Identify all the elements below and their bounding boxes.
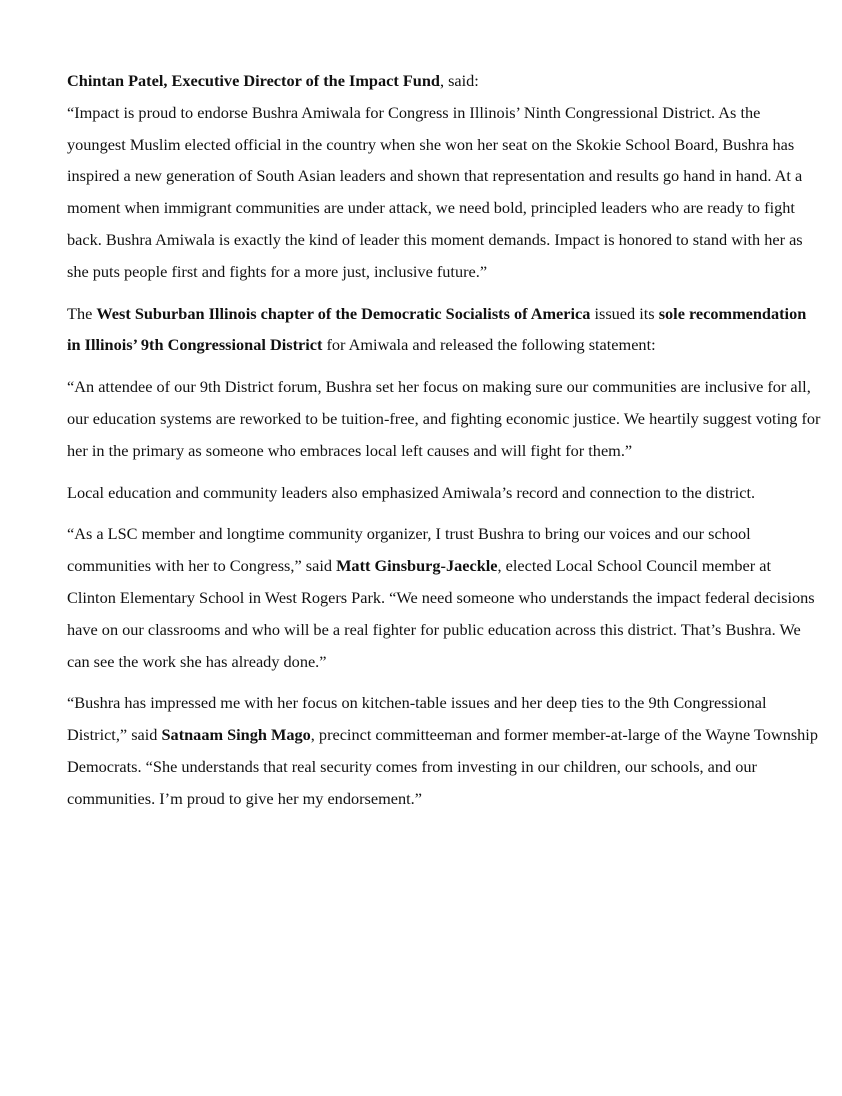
speaker-name-mago: Satnaam Singh Mago bbox=[161, 725, 311, 745]
patel-quote: “Impact is proud to endorse Bushra Amiwala for Congress in Illinois’ Ninth Congressional District. As the youngest Muslim elected official in the country when she won her seat on the Skokie School Board, Bushra has inspired a new generation of South Asian leaders and shown that representation and results go hand in hand. At a moment when immigrant communities are under attack, we need bold, principled leaders who are ready to fight back. Bushra Amiwala is exactly the kind of leader this moment demands. Impact is honored to stand with her as she puts people first and fights for a more just, inclusive future.” bbox=[67, 102, 803, 281]
mago-quote-part-2: , precinct committeeman and former member-at-large of the Wayne Township Democrats. “She understands that real security comes from investing in our children, our schools, and our communities. I’m proud to give her my endorsement.” bbox=[67, 725, 818, 808]
ginsburg-quote-part-2: , elected Local School Council member at Clinton Elementary School in West Rogers Park. “We need someone who understands the impact federal decisions have on our classrooms and who will be a real fighter for public education across this district. That’s Bushra. We can see the work she has already done.” bbox=[67, 556, 815, 671]
dsa-recommendation: sole recommendation in Illinois’ 9th Congressional District bbox=[67, 303, 807, 355]
dsa-chapter-name: West Suburban Illinois chapter of the Democratic Socialists of America bbox=[96, 303, 591, 323]
mago-quote-part-1: “Bushra has impressed me with her focus on kitchen-table issues and her deep ties to the 9th Congressional District,” said bbox=[67, 693, 767, 745]
dsa-intro-text-3: for Amiwala and released the following statement: bbox=[322, 335, 656, 355]
mago-statement-paragraph bbox=[67, 687, 822, 814]
leaders-intro-paragraph: Local education and community leaders also emphasized Amiwala’s record and connection to the district. bbox=[67, 482, 756, 502]
dsa-intro-text-2: issued its bbox=[590, 303, 659, 323]
dsa-statement-paragraph: “An attendee of our 9th District forum, Bushra set her focus on making sure our communities are inclusive for all, our education systems are reworked to be tuition-free, and fighting economic justice. We heartily suggest voting for her in the primary as someone who embraces local left causes and will fight for them.” bbox=[67, 377, 821, 460]
speaker-name-ginsburg: Matt Ginsburg-Jaeckle bbox=[336, 556, 498, 576]
patel-statement-paragraph bbox=[67, 65, 822, 288]
ginsburg-statement-paragraph bbox=[67, 518, 822, 677]
dsa-intro-text-1: The bbox=[67, 303, 97, 323]
speaker-name-patel: Chintan Patel, Executive Director of the Impact Fund bbox=[67, 71, 440, 90]
said-text: , said: bbox=[439, 71, 479, 90]
dsa-intro-paragraph bbox=[67, 298, 822, 362]
ginsburg-quote-part-1: “As a LSC member and longtime community organizer, I trust Bushra to bring our voices and our school communities with her to Congress,” said bbox=[67, 524, 751, 576]
